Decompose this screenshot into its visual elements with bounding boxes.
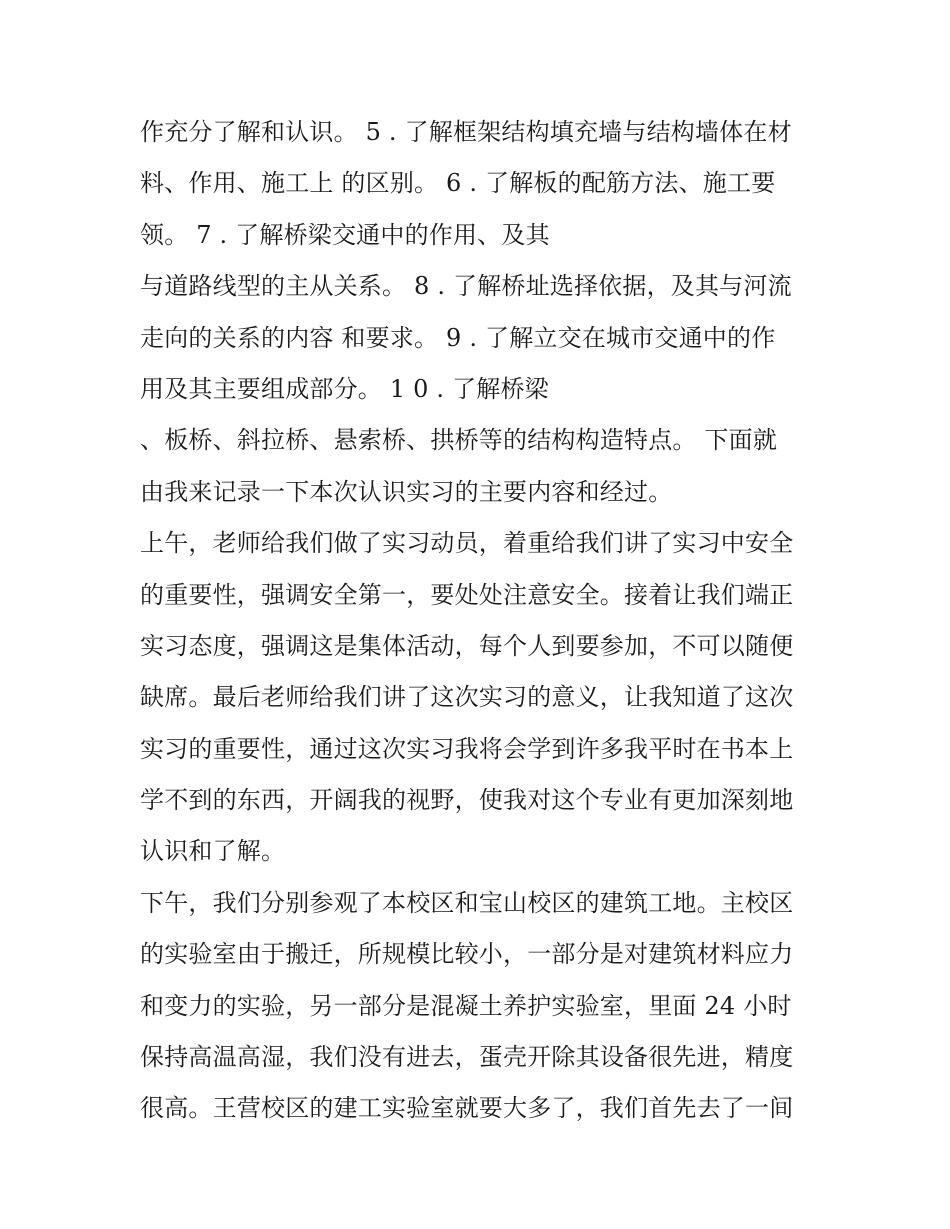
text-line: 、板桥、斜拉桥、悬索桥、拱桥等的结构构造特点。 下面就 <box>140 426 778 455</box>
text-line: 与道路线型的主从关系。 8 . 了解桥址选择依据，及其与河流 <box>140 272 792 301</box>
text-line: 认识和了解。 <box>140 837 286 866</box>
text-line: 走向的关系的内容 和要求。 9 . 了解立交在城市交通中的作 <box>140 323 776 352</box>
text-line: 保持高温高湿，我们没有进去，蛋壳开除其设备很先进，精度 <box>140 1043 794 1072</box>
document-body <box>140 107 820 1135</box>
text-line: 缺席。最后老师给我们讲了这次实习的意义，让我知道了这次 <box>140 683 794 712</box>
text-line: 和变力的实验，另一部分是混凝土养护实验室，里面 24 小时 <box>140 991 792 1020</box>
text-line: 实习的重要性，通过这次实习我将会学到许多我平时在书本上 <box>140 734 794 763</box>
text-line: 由我来记录一下本次认识实习的主要内容和经过。 <box>140 477 673 506</box>
text-line: 领。 7 . 了解桥梁交通中的作用、及其 <box>140 220 550 249</box>
text-line: 实习态度，强调这是集体活动，每个人到要参加，不可以随便 <box>140 631 794 660</box>
text-line: 上午，老师给我们做了实习动员，着重给我们讲了实习中安全 <box>140 529 794 558</box>
text-line: 很高。王营校区的建工实验室就要大多了，我们首先去了一间 <box>140 1094 794 1123</box>
text-line: 的重要性，强调安全第一，要处处注意安全。接着让我们端正 <box>140 580 794 609</box>
text-line: 作充分了解和认识。 5 . 了解框架结构填充墙与结构墙体在材 <box>140 118 792 146</box>
text-line: 料、作用、施工上 的区别。 6 . 了解板的配筋方法、施工要 <box>140 169 776 198</box>
text-line: 下午，我们分别参观了本校区和宝山校区的建筑工地。主校区 <box>140 888 794 917</box>
text-line: 的实验室由于搬迁，所规模比较小，一部分是对建筑材料应力 <box>140 940 794 969</box>
text-line: 用及其主要组成部分。 1 0 . 了解桥梁 <box>140 374 549 403</box>
text-line: 学不到的东西，开阔我的视野，使我对这个专业有更加深刻地 <box>140 786 794 815</box>
